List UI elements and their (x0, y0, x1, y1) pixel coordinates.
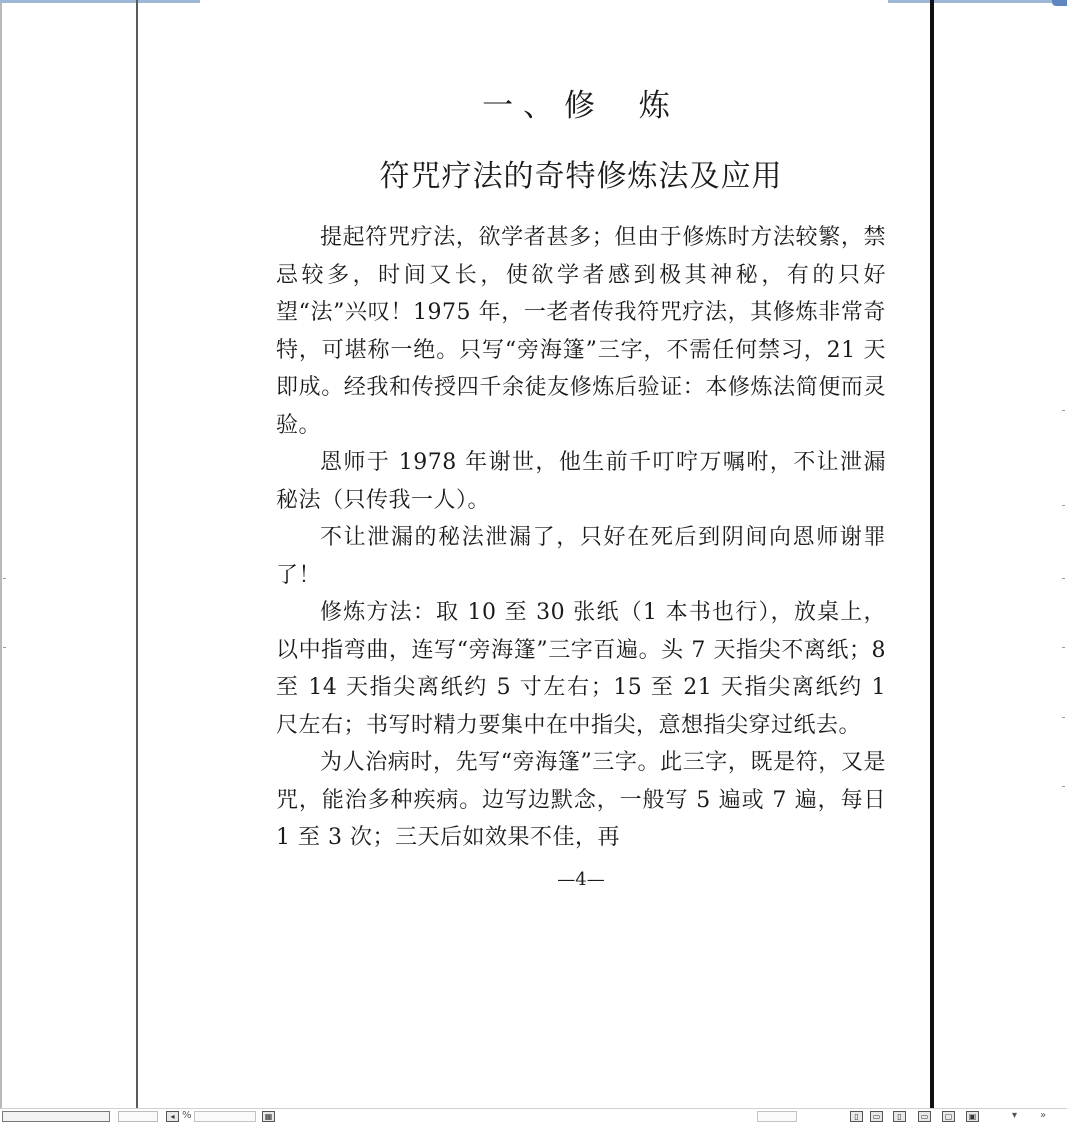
continuous-page-icon[interactable]: ▭ (870, 1111, 883, 1122)
ruler-tick (1062, 786, 1065, 787)
status-bar (0, 1108, 1067, 1122)
paragraph: 不让泄漏的秘法泄漏了，只好在死后到阴间向恩师谢罪了！ (276, 525, 886, 588)
more-options-icon[interactable]: » (1040, 1110, 1047, 1121)
zoom-field[interactable] (194, 1111, 256, 1122)
paragraph: 为人治病时，先写“旁海篷”三字。此三字，既是符，又是咒，能治多种疾病。边写边默念，一般写 5 遍或 7 遍，每日 1 至 3 次；三天后如效果不佳，再 (276, 750, 886, 850)
document-page (276, 70, 886, 890)
fit-page-icon[interactable]: ▢ (942, 1111, 955, 1122)
body-text (276, 219, 886, 857)
window-corner-accent (1052, 0, 1067, 6)
ruler-tick (3, 578, 6, 579)
ruler-tick (1062, 410, 1065, 411)
nav-field[interactable] (757, 1111, 797, 1122)
ruler-tick (1062, 578, 1065, 579)
first-page-icon[interactable]: ◂ (166, 1111, 179, 1122)
ruler-tick (3, 647, 6, 648)
window-top-edge-right (888, 0, 1067, 3)
page-right-margin-line (930, 0, 934, 1108)
page-number-field[interactable] (2, 1111, 110, 1122)
ruler-tick (1062, 717, 1065, 718)
single-page-icon[interactable]: ▯ (850, 1111, 863, 1122)
paragraph: 提起符咒疗法，欲学者甚多；但由于修炼时方法较繁，禁忌较多，时间又长，使欲学者感到极其神秘，有的只好望“法”兴叹！1975 年，一老者传我符咒疗法，其修炼非常奇特，可堪称一绝。只写“旁海篷”三字，不需任何禁习，21 天即成。经我和传授四千余徒友修炼后验证：本修炼法简便而灵验。 (276, 225, 886, 438)
grid-view-icon[interactable]: ▦ (262, 1111, 275, 1122)
window-top-edge-left (0, 0, 200, 3)
ruler-tick (1062, 647, 1065, 648)
zoom-text: % (182, 1110, 192, 1121)
continuous-facing-icon[interactable]: ▭ (918, 1111, 931, 1122)
page-left-margin-line (136, 0, 138, 1108)
zoom-dropdown-icon[interactable]: ▾ (1012, 1110, 1018, 1121)
facing-page-icon[interactable]: ▯ (893, 1111, 906, 1122)
fit-width-icon[interactable]: ▣ (966, 1111, 979, 1122)
viewer-left-border (0, 0, 2, 1108)
chapter-title: 一、修 炼 (482, 88, 680, 124)
page-number: —4— (557, 868, 605, 890)
page-count-field (118, 1111, 158, 1122)
paragraph: 恩师于 1978 年谢世，他生前千叮咛万嘱咐，不让泄漏秘法（只传我一人）。 (276, 450, 886, 513)
section-title: 符咒疗法的奇特修炼法及应用 (379, 159, 783, 194)
ruler-tick (1062, 505, 1065, 506)
paragraph: 修炼方法：取 10 至 30 张纸（1 本书也行），放桌上，以中指弯曲，连写“旁海篷”三字百遍。头 7 天指尖不离纸；8 至 14 天指尖离纸约 5 寸左右；15 至 21 天指尖离纸约 1 尺左右；书写时精力要集中在中指尖，意想指尖穿过纸去。 (276, 600, 886, 738)
